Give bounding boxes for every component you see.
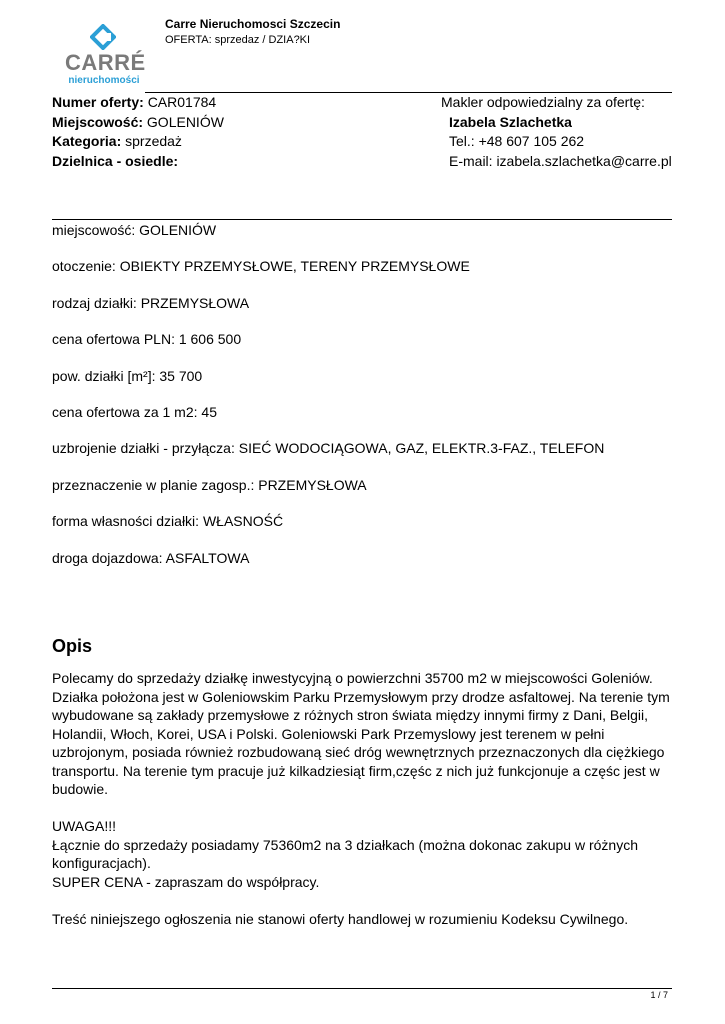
category-label: Kategoria:: [52, 133, 122, 149]
offer-number-label: Numer oferty:: [52, 94, 144, 110]
section-divider: [52, 219, 672, 220]
footer-divider: [52, 988, 672, 989]
list-item: uzbrojenie działki - przyłącza: SIEĆ WODOCIĄGOWA, GAZ, ELEKTR.3-FAZ., TELEFON: [52, 440, 605, 457]
logo-wordmark: CARRÉ: [65, 50, 146, 75]
page-number: 1 / 7: [650, 990, 668, 1000]
district-row: [52, 152, 224, 172]
list-item: cena ofertowa za 1 m2: 45: [52, 403, 217, 420]
offer-number-row: [52, 93, 224, 113]
list-item: pow. działki [m²]: 35 700: [52, 367, 203, 384]
list-item: droga dojazdowa: ASFALTOWA: [52, 549, 250, 566]
town-label: Miejscowość:: [52, 113, 144, 130]
description-body: [52, 669, 677, 928]
diamond-logo-icon: [90, 24, 116, 50]
notice-line: Łącznie do sprzedaży posiadamy 75360m2 na 3 działkach (można dokonac zakupu w różnych konfiguracjach).: [52, 836, 639, 871]
agent-info: [441, 93, 672, 171]
offer-type: OFERTA: sprzedaz / DZIA?KI: [165, 34, 311, 46]
description-paragraph: Polecamy do sprzedaży działkę inwestycyjną o powierzchni 35700 m2 w miejscowości Goleniów. Działka położona jest w Goleniowskim Parku Przemysłowym przy drodze asfaltowej. Na terenie tym wybudowane są zakłady przemysłowe z różnych stron świata między innymi firmy z Dani, Belgii, Holandii, Włoch, Korei, USA i Polski. Goleniowski Park Przemyslowy jest terenem w pełni uzbrojonym, posiada również rozbudowaną sieć dróg wewnętrznych przeznaczonych dla ciężkiego transportu. Na terenie tym pracuje już kilkadziesiąt firm,częśc z nich już funkcjonuje a częśc jest w budowie.: [52, 670, 670, 797]
agent-phone: Tel.: +48 607 105 262: [449, 133, 585, 149]
offer-meta: [52, 93, 224, 171]
agent-email: E-mail: izabela.szlachetka@carre.pl: [449, 152, 672, 169]
disclaimer: Treść niniejszego ogłoszenia nie stanowi oferty handlowej w rozumieniu Kodeksu Cywilnego.: [52, 910, 629, 927]
category-value: sprzedaż: [125, 133, 182, 149]
town-row: [52, 113, 224, 133]
town-value: GOLENIÓW: [146, 113, 224, 130]
list-item: miejscowość: GOLENIÓW: [52, 222, 217, 238]
district-label: Dzielnica - osiedle:: [52, 152, 179, 169]
property-list: [52, 222, 604, 586]
list-item: cena ofertowa PLN: 1 606 500: [52, 331, 242, 348]
logo-subtitle: nieruchomości: [68, 75, 140, 86]
agent-name: Izabela Szlachetka: [449, 113, 572, 130]
notice-heading: UWAGA!!!: [52, 818, 117, 834]
offer-number-value: CAR01784: [147, 94, 217, 110]
list-item: przeznaczenie w planie zagosp.: PRZEMYSŁOWA: [52, 476, 367, 493]
description-heading: Opis: [52, 636, 93, 656]
notice-line: SUPER CENA - zapraszam do współpracy.: [52, 873, 320, 890]
agent-title: Makler odpowiedzialny za ofertę:: [441, 94, 645, 110]
company-name: Carre Nieruchomosci Szczecin: [165, 17, 341, 31]
category-row: [52, 132, 224, 152]
list-item: rodzaj działki: PRZEMYSŁOWA: [52, 294, 250, 311]
list-item: otoczenie: OBIEKTY PRZEMYSŁOWE, TERENY PRZEMYSŁOWE: [52, 258, 470, 275]
list-item: forma własności działki: WŁASNOŚĆ: [52, 513, 284, 530]
company-logo: [62, 22, 146, 90]
